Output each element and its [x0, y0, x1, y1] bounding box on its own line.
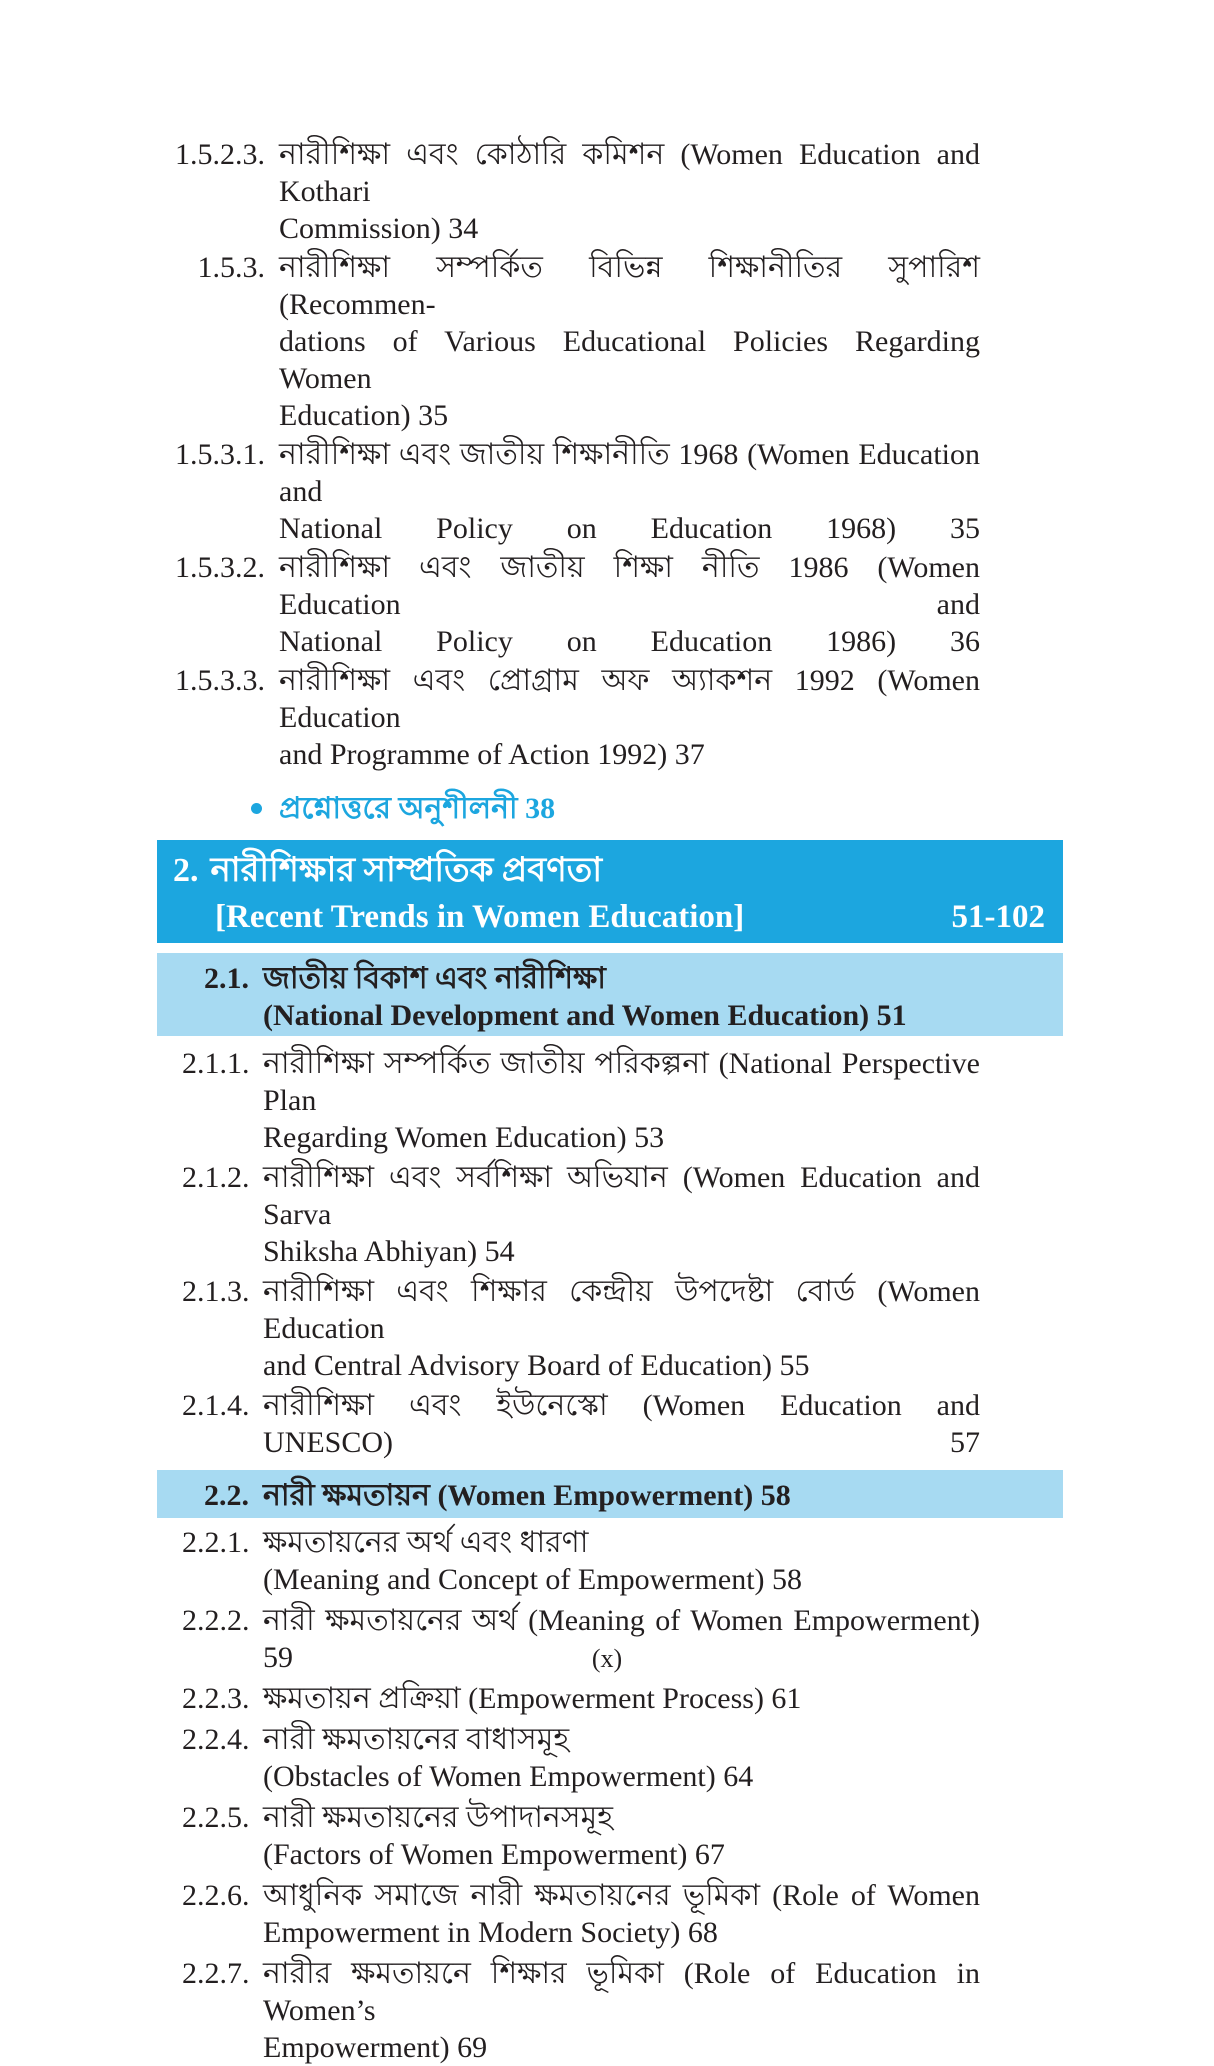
entry-text [263, 1273, 980, 1384]
entry-line: নারীর ক্ষমতায়নে শিক্ষার ভূমিকা (Role of Education in Women’s [263, 1957, 980, 2027]
table-of-contents [0, 136, 1214, 2066]
entry-number: 1.5.2.3. [175, 138, 265, 171]
toc-entry-2-2-6 [182, 1877, 980, 1951]
section-number: 2.2. [204, 1478, 249, 1512]
entry-number: 2.1.1. [182, 1046, 250, 1080]
entry-text [279, 436, 980, 547]
toc-entry-2-2-4 [182, 1721, 980, 1795]
bullet-cell [170, 790, 265, 827]
entry-text [263, 1159, 980, 1270]
entry-line: আধুনিক সমাজে নারী ক্ষমতায়নের ভূমিকা (Role of Women [263, 1879, 980, 1912]
entry-text [279, 662, 980, 773]
entry-number: 1.5.3.2. [175, 551, 265, 584]
entry-line: Shiksha Abhiyan) 54 [263, 1234, 515, 1268]
section-band-2-1 [157, 953, 1063, 1036]
entry-line: and Programme of Action 1992) 37 [279, 738, 705, 771]
toc-exercise [170, 790, 980, 827]
section-title [263, 960, 1063, 1034]
entry-line: ক্ষমতায়ন প্রক্রিয়া (Empowerment Process) 61 [263, 1682, 802, 1715]
entry-number: 1.5.3. [197, 251, 265, 284]
entry-number: 2.1.4. [182, 1388, 250, 1422]
toc-entry-1-5-3 [170, 249, 980, 434]
entry-line: নারীশিক্ষা এবং কোঠারি কমিশন (Women Education and Kothari [279, 138, 980, 208]
entry-line: (Factors of Women Empowerment) 67 [263, 1838, 725, 1871]
entry-text [263, 1721, 980, 1795]
entry-text [263, 1680, 980, 1717]
exercise-label: প্রশ্নোত্তরে অনুশীলনী 38 [279, 791, 556, 825]
section-number: 2.1. [204, 962, 249, 995]
section-title-line: নারী ক্ষমতায়ন (Women Empowerment) 58 [263, 1478, 791, 1512]
entry-line: Empowerment) 69 [263, 2031, 488, 2064]
entry-text [263, 1387, 980, 1461]
entry-line: নারীশিক্ষা সম্পর্কিত বিভিন্ন শিক্ষানীতির সুপারিশ (Recommen- [279, 251, 980, 321]
entry-line: নারীশিক্ষা সম্পর্কিত জাতীয় পরিকল্পনা (National Perspective Plan [263, 1046, 980, 1117]
entry-line: National Policy on Education 1986) 36 [279, 625, 980, 658]
chapter-subheading [173, 894, 1045, 940]
entry-number: 2.2.7. [182, 1957, 250, 1990]
entry-text [279, 136, 980, 247]
entry-number: 2.2.1. [182, 1526, 250, 1559]
entry-number: 1.5.3.3. [175, 664, 265, 697]
entry-number: 2.1.3. [182, 1274, 250, 1308]
entry-number: 1.5.3.1. [175, 438, 265, 471]
entry-line: and Central Advisory Board of Education) 55 [263, 1348, 810, 1382]
chapter-page-range: 51-102 [951, 899, 1045, 935]
entry-number: 2.2.4. [182, 1723, 250, 1756]
entry-number: 2.2.2. [182, 1604, 250, 1637]
toc-entry-2-2-5 [182, 1799, 980, 1873]
entry-number: 2.2.6. [182, 1879, 250, 1912]
entry-line: নারী ক্ষমতায়নের অর্থ (Meaning of Women Empowerment) 59 [263, 1604, 980, 1674]
chapter-subtitle: [Recent Trends in Women Education] [215, 899, 745, 935]
toc-entry-2-1-3 [182, 1273, 980, 1384]
entry-line: (Obstacles of Women Empowerment) 64 [263, 1760, 754, 1793]
entry-line: Regarding Women Education) 53 [263, 1120, 665, 1154]
entry-number: 2.2.3. [182, 1682, 250, 1715]
entry-text [263, 1877, 980, 1951]
entry-number: 2.1.2. [182, 1160, 250, 1194]
entry-text [279, 549, 980, 660]
toc-list-1-5 [170, 136, 980, 773]
section-band-2-2 [157, 1470, 1063, 1518]
toc-entry-2-2-1 [182, 1524, 980, 1598]
toc-entry-2-2-3 [182, 1680, 980, 1717]
entry-line: নারীশিক্ষা এবং সর্বশিক্ষা অভিযান (Women Education and Sarva [263, 1160, 980, 1231]
entry-line: dations of Various Educational Policies Regarding Women [279, 325, 980, 395]
entry-line: নারীশিক্ষা এবং প্রোগ্রাম অফ অ্যাকশন 1992 (Women Education [279, 664, 980, 734]
section-title-line: জাতীয় বিকাশ এবং নারীশিক্ষা [263, 962, 606, 995]
entry-number: 2.2.5. [182, 1801, 250, 1834]
page-number: (x) [591, 1644, 623, 1673]
chapter-title: নারীশিক্ষার সাম্প্রতিক প্রবণতা [210, 852, 603, 889]
entry-line: National Policy on Education 1968) 35 [279, 512, 980, 545]
entry-line: Education) 35 [279, 399, 449, 432]
entry-text [263, 1955, 980, 2066]
bullet-icon [251, 803, 262, 814]
entry-line: Commission) 34 [279, 212, 479, 245]
entry-line: (Meaning and Concept of Empowerment) 58 [263, 1563, 803, 1596]
entry-text [263, 1524, 980, 1598]
entry-line: নারী ক্ষমতায়নের উপাদানসমূহ [263, 1801, 614, 1834]
toc-entry-2-1-1 [182, 1045, 980, 1156]
section-title-line: (National Development and Women Education) 51 [263, 999, 907, 1032]
entry-line: নারীশিক্ষা এবং জাতীয় শিক্ষা নীতি 1986 (Women Education and [279, 551, 980, 621]
entry-line: Empowerment in Modern Society) 68 [263, 1916, 718, 1949]
section-title [263, 1477, 1063, 1514]
toc-entry-2-2-7 [182, 1955, 980, 2066]
toc-entry-1-5-3-2 [170, 549, 980, 660]
entry-text [263, 1799, 980, 1873]
entry-text [279, 249, 980, 434]
toc-entry-1-5-2-3 [170, 136, 980, 247]
entry-line: ক্ষমতায়নের অর্থ এবং ধারণা [263, 1526, 589, 1559]
toc-entry-2-1-2 [182, 1159, 980, 1270]
entry-line: নারী ক্ষমতায়নের বাধাসমূহ [263, 1723, 570, 1756]
entry-line: নারীশিক্ষা এবং ইউনেস্কো (Women Education and UNESCO) 57 [263, 1388, 980, 1459]
chapter-banner [157, 840, 1063, 943]
toc-list-2-1 [182, 1045, 980, 1461]
toc-entry-1-5-3-1 [170, 436, 980, 547]
toc-entry-1-5-3-3 [170, 662, 980, 773]
entry-line: নারীশিক্ষা এবং জাতীয় শিক্ষানীতি 1968 (Women Education and [279, 438, 980, 508]
entry-line: নারীশিক্ষা এবং শিক্ষার কেন্দ্রীয় উপদেষ্টা বোর্ড (Women Education [263, 1274, 980, 1345]
entry-text [263, 1045, 980, 1156]
toc-entry-2-1-4 [182, 1387, 980, 1461]
chapter-heading [173, 848, 1045, 894]
chapter-number: 2. [173, 852, 199, 889]
toc-list-2-2 [182, 1524, 980, 2066]
